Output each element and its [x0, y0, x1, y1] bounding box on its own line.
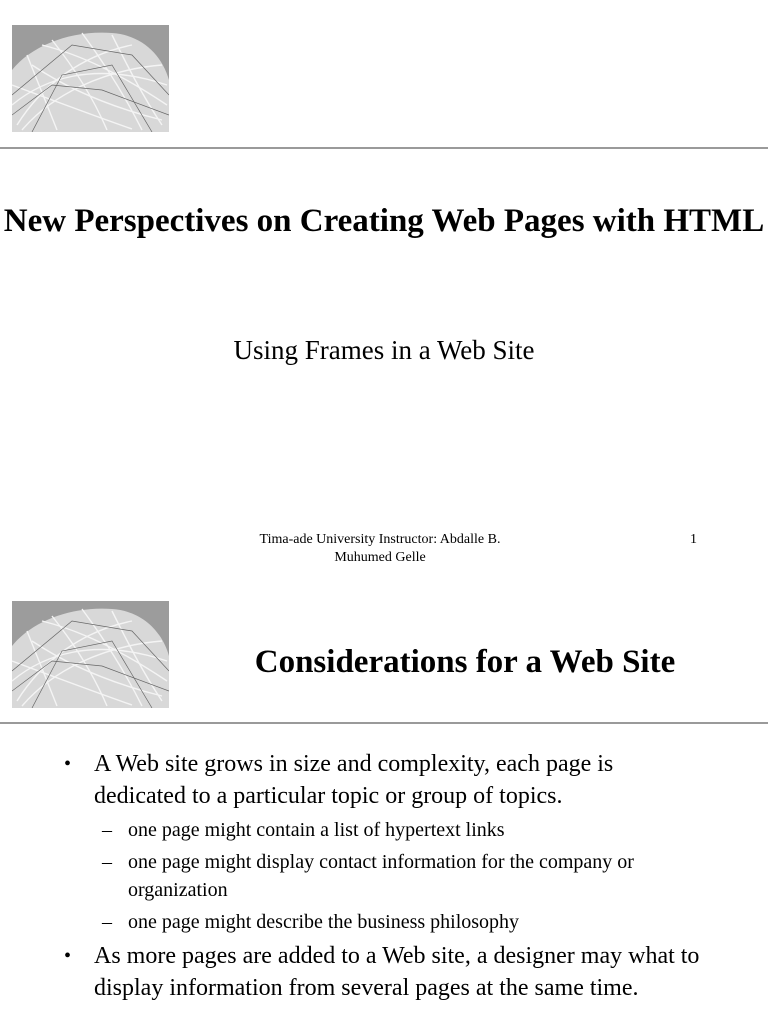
dash-icon: – — [102, 851, 112, 873]
bullet-icon: • — [64, 945, 72, 967]
bullet-text: As more pages are added to a Web site, a designer may what to display information from several pages at the same time. — [94, 943, 700, 1001]
wireframe-dome-icon — [12, 601, 169, 708]
sub-bullet-text: one page might display contact information for the company or organization — [128, 851, 634, 901]
bullet-item — [64, 940, 708, 1004]
dash-icon: – — [102, 911, 112, 933]
bullet-list — [0, 748, 768, 1006]
sub-bullet-text: one page might describe the business philosophy — [128, 911, 520, 933]
sub-bullet-item — [102, 908, 708, 936]
slide-footer: Tima-ade University Instructor: Abdalle B. Muhumed Gelle — [259, 532, 501, 565]
sub-bullet-item — [102, 816, 708, 844]
header-divider — [0, 722, 768, 724]
bullet-text: A Web site grows in size and complexity, each page is dedicated to a particular topic or group of topics. — [94, 751, 614, 809]
dash-icon: – — [102, 819, 112, 841]
bullet-item — [64, 748, 708, 812]
slide-title: Considerations for a Web Site — [254, 644, 676, 680]
sub-bullet-item — [102, 848, 708, 904]
page-number: 1 — [690, 532, 697, 547]
content-slide — [0, 576, 768, 1024]
bullet-icon: • — [64, 753, 72, 775]
wireframe-dome-icon — [12, 25, 169, 132]
slide-title: New Perspectives on Creating Web Pages with HTML — [3, 203, 765, 239]
header-divider — [0, 147, 768, 149]
slide-subtitle: Using Frames in a Web Site — [233, 335, 535, 365]
sub-bullet-text: one page might contain a list of hypertext links — [128, 819, 505, 841]
